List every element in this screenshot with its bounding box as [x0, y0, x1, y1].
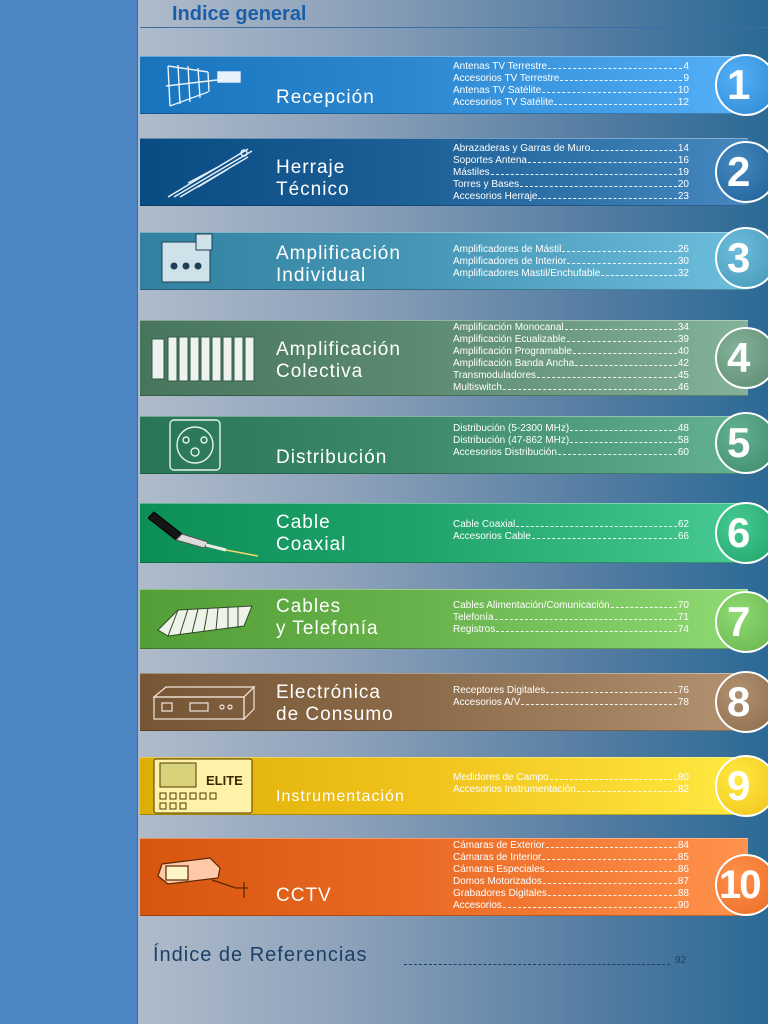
left-margin-strip	[0, 0, 138, 1024]
section-entries	[453, 772, 689, 796]
entry-label: Accesorios TV Satélite	[453, 97, 554, 108]
section-entries	[453, 840, 689, 912]
entry-label: Mástiles	[453, 167, 490, 178]
entry-leader	[550, 779, 677, 780]
index-entry[interactable]	[453, 612, 689, 624]
entry-leader	[548, 68, 682, 69]
section-number-badge: 2	[715, 141, 768, 203]
entry-page: 39	[677, 334, 689, 345]
set-top-box-icon	[148, 673, 258, 731]
entry-page: 78	[677, 697, 689, 708]
index-entry[interactable]	[453, 167, 689, 179]
index-entry[interactable]	[453, 61, 689, 73]
entry-page: 32	[677, 268, 689, 279]
entry-leader	[546, 847, 677, 848]
section-number-badge: 1	[715, 54, 768, 116]
entry-label: Amplificación Banda Ancha	[453, 358, 575, 369]
section-number-badge: 4	[715, 327, 768, 389]
entry-page: 4	[683, 61, 689, 72]
entry-page: 48	[677, 423, 689, 434]
entry-leader	[503, 907, 677, 908]
entry-label: Accesorios Instrumentación	[453, 784, 576, 795]
entry-label: Amplificación Ecualizable	[453, 334, 566, 345]
section-title-line: Herraje	[276, 157, 346, 178]
entry-page: 26	[677, 244, 689, 255]
entry-page: 12	[677, 97, 689, 108]
header-divider	[140, 27, 768, 28]
entry-leader	[546, 692, 677, 693]
section-title-line: Cable	[276, 512, 331, 533]
index-entry[interactable]	[453, 268, 689, 280]
section-title-line: Recepción	[276, 87, 375, 108]
entry-label: Torres y Bases	[453, 179, 520, 190]
entry-page: 74	[677, 624, 689, 635]
section-band-6[interactable]	[140, 503, 748, 563]
entry-label: Cámaras de Interior	[453, 852, 542, 863]
entry-leader	[543, 883, 677, 884]
section-entries	[453, 61, 689, 109]
entry-leader	[601, 275, 677, 276]
entry-page: 88	[677, 888, 689, 899]
entry-leader	[496, 631, 677, 632]
index-entry[interactable]	[453, 244, 689, 256]
entry-leader	[516, 526, 677, 527]
section-band-10[interactable]	[140, 838, 748, 916]
entry-page: 10	[677, 85, 689, 96]
entry-page: 85	[677, 852, 689, 863]
index-entry[interactable]	[453, 864, 689, 876]
entry-label: Accesorios Cable	[453, 531, 531, 542]
index-entry[interactable]	[453, 143, 689, 155]
entry-page: 40	[677, 346, 689, 357]
entry-label: Cámaras Especiales	[453, 864, 545, 875]
entry-leader	[538, 198, 676, 199]
index-entry[interactable]	[453, 624, 689, 636]
entry-page: 90	[677, 900, 689, 911]
section-entries	[453, 423, 689, 459]
entry-leader	[520, 186, 677, 187]
index-entry[interactable]	[453, 876, 689, 888]
section-number-badge: 9	[715, 755, 768, 817]
section-band-3[interactable]	[140, 232, 748, 290]
entry-label: Cables Alimentación/Comunicación	[453, 600, 610, 611]
entry-label: Accesorios TV Terrestre	[453, 73, 560, 84]
entry-label: Transmoduladores	[453, 370, 537, 381]
entry-leader	[537, 377, 677, 378]
entry-label: Multiswitch	[453, 382, 502, 393]
section-entries	[453, 244, 689, 280]
section-title-line: Amplificación	[276, 339, 401, 360]
section-title-line: Electrónica	[276, 682, 381, 703]
index-entry[interactable]	[453, 423, 689, 435]
section-band-7[interactable]	[140, 589, 748, 649]
index-entry[interactable]	[453, 900, 689, 912]
coaxial-cable-icon	[148, 504, 258, 562]
reference-index-label[interactable]: Índice de Referencias	[153, 944, 368, 966]
section-number-badge: 7	[715, 591, 768, 653]
entry-label: Receptores Digitales	[453, 685, 546, 696]
section-band-8[interactable]	[140, 673, 748, 731]
entry-label: Amplificadores Mastil/Enchufable	[453, 268, 601, 279]
entry-page: 82	[677, 784, 689, 795]
entry-page: 62	[677, 519, 689, 530]
section-title-line: Individual	[276, 265, 367, 286]
entry-leader	[577, 791, 677, 792]
section-number-badge: 8	[715, 671, 768, 733]
entry-page: 19	[677, 167, 689, 178]
entry-label: Abrazaderas y Garras de Muro	[453, 143, 591, 154]
section-number-badge: 6	[715, 502, 768, 564]
mast-icon	[148, 143, 258, 201]
entry-page: 20	[677, 179, 689, 190]
section-entries	[453, 143, 689, 203]
entry-leader	[570, 442, 677, 443]
entry-leader	[495, 619, 677, 620]
amplifier-icon	[148, 232, 258, 290]
entry-page: 71	[677, 612, 689, 623]
entry-page: 46	[677, 382, 689, 393]
index-entry[interactable]	[453, 888, 689, 900]
section-entries	[453, 685, 689, 709]
antenna-icon	[148, 56, 258, 114]
entry-leader	[532, 538, 677, 539]
section-band-5[interactable]	[140, 416, 748, 474]
entry-leader	[491, 174, 677, 175]
section-title-line: Coaxial	[276, 534, 347, 555]
entry-page: 86	[677, 864, 689, 875]
index-entry[interactable]	[453, 346, 689, 358]
entry-label: Antenas TV Terrestre	[453, 61, 548, 72]
entry-leader	[542, 859, 677, 860]
entry-leader	[503, 389, 677, 390]
section-title-line: Técnico	[276, 179, 350, 200]
index-entry[interactable]	[453, 852, 689, 864]
index-entry[interactable]	[453, 382, 689, 394]
entry-label: Soportes Antena	[453, 155, 527, 166]
entry-leader	[611, 607, 677, 608]
index-entry[interactable]	[453, 519, 689, 531]
entry-label: Amplificación Monocanal	[453, 322, 564, 333]
index-entry[interactable]	[453, 600, 689, 612]
entry-leader	[567, 263, 676, 264]
terminal-block-icon	[148, 590, 258, 648]
index-entry[interactable]	[453, 435, 689, 447]
entry-page: 14	[677, 143, 689, 154]
entry-leader	[570, 430, 677, 431]
entry-leader	[548, 895, 677, 896]
section-entries	[453, 600, 689, 636]
entry-leader	[558, 454, 677, 455]
entry-page: 58	[677, 435, 689, 446]
section-number-badge: 3	[715, 227, 768, 289]
entry-label: Distribución (47-862 MHz)	[453, 435, 570, 446]
index-entry[interactable]	[453, 358, 689, 370]
section-title-line: Colectiva	[276, 361, 364, 382]
page-title: Indice general	[172, 3, 307, 25]
entry-label: Distribución (5-2300 MHz)	[453, 423, 570, 434]
section-entries	[453, 322, 689, 394]
entry-leader	[560, 80, 682, 81]
section-band-4[interactable]	[140, 320, 748, 396]
entry-page: 42	[677, 358, 689, 369]
index-entry[interactable]	[453, 697, 689, 709]
section-title-line: Instrumentación	[276, 788, 405, 805]
entry-page: 80	[677, 772, 689, 783]
section-entries	[453, 519, 689, 543]
entry-leader	[542, 92, 677, 93]
entry-page: 34	[677, 322, 689, 333]
index-entry[interactable]	[453, 685, 689, 697]
entry-label: Grabadores Digitales	[453, 888, 547, 899]
index-entry[interactable]	[453, 191, 689, 203]
security-camera-icon	[148, 848, 258, 906]
entry-page: 84	[677, 840, 689, 851]
entry-page: 87	[677, 876, 689, 887]
entry-label: Accesorios	[453, 900, 502, 911]
entry-label: Accesorios A/V	[453, 697, 521, 708]
section-band-9[interactable]	[140, 757, 748, 815]
index-entry[interactable]	[453, 85, 689, 97]
entry-leader	[575, 365, 677, 366]
index-entry[interactable]	[453, 784, 689, 796]
entry-label: Amplificadores de Interior	[453, 256, 567, 267]
section-number-badge: 10	[715, 854, 768, 916]
entry-page: 23	[677, 191, 689, 202]
entry-label: Cable Coaxial	[453, 519, 516, 530]
entry-leader	[521, 704, 677, 705]
entry-label: Telefonía	[453, 612, 494, 623]
entry-label: Registros	[453, 624, 496, 635]
index-entry[interactable]	[453, 73, 689, 85]
reference-index-page: 92	[675, 955, 687, 966]
index-entry[interactable]	[453, 155, 689, 167]
headend-rack-icon	[148, 329, 258, 387]
reference-index-leader	[404, 964, 670, 965]
entry-page: 16	[677, 155, 689, 166]
index-entry[interactable]	[453, 447, 689, 459]
section-title-line: Cables	[276, 596, 342, 617]
index-entry[interactable]	[453, 256, 689, 268]
entry-leader	[554, 104, 676, 105]
index-entry[interactable]	[453, 531, 689, 543]
entry-label: Amplificadores de Mástil	[453, 244, 562, 255]
entry-leader	[573, 353, 677, 354]
entry-leader	[528, 162, 677, 163]
entry-page: 70	[677, 600, 689, 611]
entry-page: 60	[677, 447, 689, 458]
entry-leader	[562, 251, 677, 252]
entry-label: Antenas TV Satélite	[453, 85, 542, 96]
entry-label: Medidores de Campo	[453, 772, 549, 783]
section-band-2[interactable]	[140, 138, 748, 206]
index-entry[interactable]	[453, 179, 689, 191]
entry-leader	[567, 341, 677, 342]
section-title-line: de Consumo	[276, 704, 394, 725]
section-band-1[interactable]	[140, 56, 748, 114]
entry-leader	[546, 871, 677, 872]
field-meter-icon	[148, 757, 258, 815]
entry-label: Accesorios Distribución	[453, 447, 557, 458]
index-entry[interactable]	[453, 370, 689, 382]
section-number-badge: 5	[715, 412, 768, 474]
elite-logo: ELITE	[206, 773, 243, 788]
section-title-line: CCTV	[276, 885, 332, 906]
entry-page: 45	[677, 370, 689, 381]
wall-socket-icon	[148, 416, 258, 474]
entry-label: Accesorios Herraje	[453, 191, 538, 202]
entry-page: 30	[677, 256, 689, 267]
index-entry[interactable]	[453, 772, 689, 784]
entry-leader	[565, 329, 677, 330]
section-title-line: y Telefonía	[276, 618, 379, 639]
entry-page: 76	[677, 685, 689, 696]
entry-label: Cámaras de Exterior	[453, 840, 545, 851]
section-title-line: Distribución	[276, 447, 388, 468]
entry-page: 9	[683, 73, 689, 84]
entry-label: Amplificación Programable	[453, 346, 572, 357]
index-entry[interactable]	[453, 334, 689, 346]
section-title-line: Amplificación	[276, 243, 401, 264]
entry-label: Domos Motorizados	[453, 876, 542, 887]
index-entry[interactable]	[453, 97, 689, 109]
entry-page: 66	[677, 531, 689, 542]
entry-leader	[591, 150, 677, 151]
index-entry[interactable]	[453, 322, 689, 334]
index-entry[interactable]	[453, 840, 689, 852]
